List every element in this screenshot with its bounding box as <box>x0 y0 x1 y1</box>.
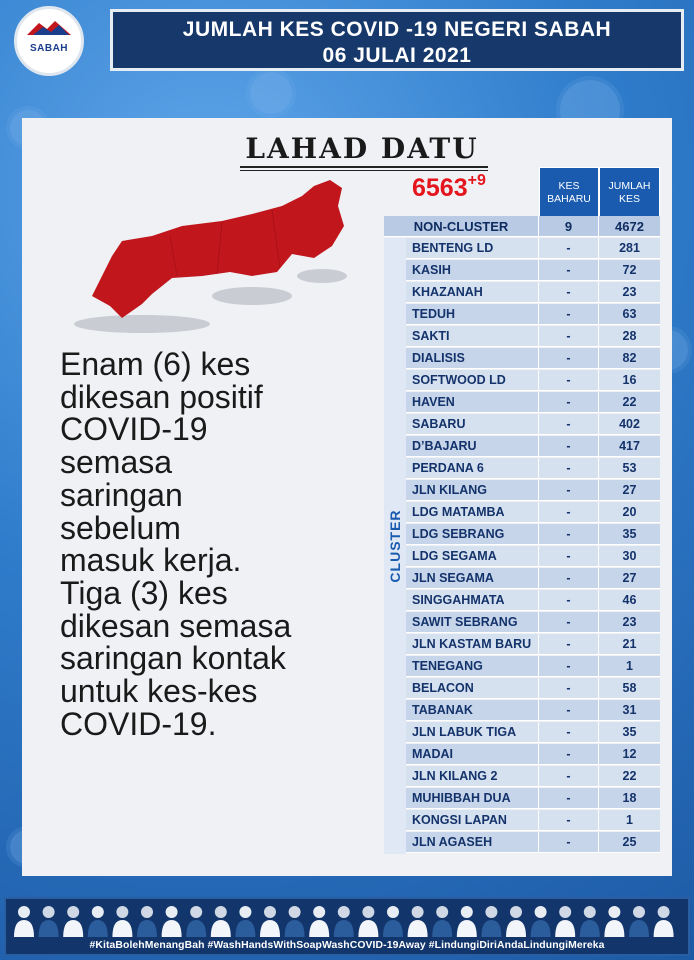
row-name: PERDANA 6 <box>406 458 539 479</box>
row-name: LDG SEGAMA <box>406 546 539 567</box>
header-total-cases: JUMLAH KES <box>599 167 660 217</box>
total-cases <box>412 174 486 203</box>
row-new: - <box>539 436 599 457</box>
table-row <box>384 744 660 766</box>
narrative-line: COVID-19. <box>60 705 217 742</box>
district-name: LAHAD DATU <box>245 132 479 165</box>
row-total: 22 <box>599 392 660 413</box>
narrative-line: masuk kerja. <box>60 542 242 579</box>
table-row <box>384 788 660 810</box>
footer-banner <box>4 897 690 956</box>
row-new: - <box>539 832 599 853</box>
table-row <box>384 458 660 480</box>
narrative-line: dikesan semasa <box>60 607 292 644</box>
row-total: 82 <box>599 348 660 369</box>
row-new: - <box>539 722 599 743</box>
table-row <box>384 392 660 414</box>
row-name: TENEGANG <box>406 656 539 677</box>
row-total: 4672 <box>599 216 660 237</box>
row-name: JLN LABUK TIGA <box>406 722 539 743</box>
row-new: - <box>539 304 599 325</box>
row-name: TABANAK <box>406 700 539 721</box>
table-row <box>384 480 660 502</box>
row-new: - <box>539 260 599 281</box>
table-row <box>384 348 660 370</box>
virus-decoration-icon <box>250 72 292 114</box>
row-name: JLN KILANG 2 <box>406 766 539 787</box>
narrative-line: COVID-19 <box>60 411 208 448</box>
table-row <box>384 568 660 590</box>
table-row <box>384 656 660 678</box>
row-new: - <box>539 568 599 589</box>
narrative-line: saringan <box>60 476 183 513</box>
table-row <box>384 546 660 568</box>
table-row <box>384 590 660 612</box>
page-header <box>110 9 684 71</box>
row-new: - <box>539 282 599 303</box>
row-name: KASIH <box>406 260 539 281</box>
row-new: - <box>539 524 599 545</box>
narrative-line: semasa <box>60 444 173 481</box>
row-new: - <box>539 392 599 413</box>
row-new: 9 <box>539 216 599 237</box>
row-name: TEDUH <box>406 304 539 325</box>
row-total: 22 <box>599 766 660 787</box>
row-name: JLN KASTAM BARU <box>406 634 539 655</box>
row-new: - <box>539 238 599 259</box>
row-total: 1 <box>599 656 660 677</box>
row-total: 20 <box>599 502 660 523</box>
row-total: 417 <box>599 436 660 457</box>
row-total: 35 <box>599 722 660 743</box>
row-total: 21 <box>599 634 660 655</box>
row-total: 402 <box>599 414 660 435</box>
row-total: 30 <box>599 546 660 567</box>
header-new-cases: KES BAHARU <box>539 167 599 217</box>
frontliners-illustration-icon <box>6 901 690 937</box>
cluster-label-text: CLUSTER <box>387 509 403 583</box>
page-title: JUMLAH KES COVID -19 NEGERI SABAH <box>182 18 612 41</box>
row-total: 28 <box>599 326 660 347</box>
row-name: NON-CLUSTER <box>384 216 539 237</box>
row-new: - <box>539 744 599 765</box>
row-name: MADAI <box>406 744 539 765</box>
cluster-label <box>384 238 406 854</box>
title-underline <box>240 166 488 168</box>
narrative-line: untuk kes-kes <box>60 673 258 710</box>
narrative-line: Tiga (3) kes <box>60 574 228 611</box>
row-total: 23 <box>599 612 660 633</box>
row-name: JLN AGASEH <box>406 832 539 853</box>
table-row <box>384 326 660 348</box>
row-total: 23 <box>599 282 660 303</box>
row-total: 53 <box>599 458 660 479</box>
row-total: 12 <box>599 744 660 765</box>
row-new: - <box>539 678 599 699</box>
non-cluster-row <box>384 216 660 238</box>
narrative-line: sebelum <box>60 509 181 546</box>
row-new: - <box>539 458 599 479</box>
narrative-line: saringan kontak <box>60 640 286 677</box>
row-total: 63 <box>599 304 660 325</box>
row-name: HAVEN <box>406 392 539 413</box>
table-row <box>384 722 660 744</box>
district-card <box>22 118 672 876</box>
row-name: JLN KILANG <box>406 480 539 501</box>
row-name: LDG SEBRANG <box>406 524 539 545</box>
total-count: 6563 <box>412 174 468 202</box>
table-row <box>384 678 660 700</box>
row-name: D’BAJARU <box>406 436 539 457</box>
hashtags: #KitaBolehMenangBah #WashHandsWithSoapWashCOVID-19Away #LindungiDiriAndaLindungiMereka <box>89 940 605 951</box>
table-row <box>384 238 660 260</box>
row-new: - <box>539 788 599 809</box>
table-row <box>384 766 660 788</box>
table-row <box>384 810 660 832</box>
logo-text: SABAH <box>29 43 69 54</box>
row-new: - <box>539 612 599 633</box>
narrative-line: dikesan positif <box>60 378 263 415</box>
row-new: - <box>539 502 599 523</box>
row-total: 35 <box>599 524 660 545</box>
table-row <box>384 282 660 304</box>
row-new: - <box>539 590 599 611</box>
row-name: SAKTI <box>406 326 539 347</box>
row-new: - <box>539 326 599 347</box>
table-row <box>384 370 660 392</box>
narrative-text <box>60 348 390 740</box>
table-row <box>384 304 660 326</box>
row-name: SAWIT SEBRANG <box>406 612 539 633</box>
table-row <box>384 260 660 282</box>
row-total: 31 <box>599 700 660 721</box>
mountain-logo-icon <box>25 19 73 37</box>
table-row <box>384 634 660 656</box>
row-name: BELACON <box>406 678 539 699</box>
row-new: - <box>539 546 599 567</box>
table-row <box>384 612 660 634</box>
row-new: - <box>539 656 599 677</box>
row-name: SABARU <box>406 414 539 435</box>
row-total: 27 <box>599 480 660 501</box>
row-name: SOFTWOOD LD <box>406 370 539 391</box>
sabah-logo <box>14 6 84 76</box>
row-name: JLN SEGAMA <box>406 568 539 589</box>
row-total: 25 <box>599 832 660 853</box>
table-row <box>384 436 660 458</box>
district-map <box>52 176 352 346</box>
row-new: - <box>539 634 599 655</box>
row-new: - <box>539 766 599 787</box>
row-new: - <box>539 348 599 369</box>
row-new: - <box>539 700 599 721</box>
row-name: KONGSI LAPAN <box>406 810 539 831</box>
total-new-count: +9 <box>467 172 486 189</box>
row-total: 18 <box>599 788 660 809</box>
row-name: SINGGAHMATA <box>406 590 539 611</box>
row-name: MUHIBBAH DUA <box>406 788 539 809</box>
row-total: 72 <box>599 260 660 281</box>
row-total: 27 <box>599 568 660 589</box>
title-underline <box>240 170 488 171</box>
row-new: - <box>539 810 599 831</box>
table-row <box>384 414 660 436</box>
table-row <box>384 502 660 524</box>
row-name: KHAZANAH <box>406 282 539 303</box>
row-name: LDG MATAMBA <box>406 502 539 523</box>
row-total: 46 <box>599 590 660 611</box>
table-row <box>384 524 660 546</box>
row-total: 58 <box>599 678 660 699</box>
row-name: DIALISIS <box>406 348 539 369</box>
table-row <box>384 700 660 722</box>
row-new: - <box>539 370 599 391</box>
report-date: 06 JULAI 2021 <box>322 44 472 67</box>
row-new: - <box>539 414 599 435</box>
row-total: 1 <box>599 810 660 831</box>
row-new: - <box>539 480 599 501</box>
table-row <box>384 832 660 854</box>
narrative-line: Enam (6) kes <box>60 346 251 382</box>
row-name: BENTENG LD <box>406 238 539 259</box>
row-total: 281 <box>599 238 660 259</box>
row-total: 16 <box>599 370 660 391</box>
